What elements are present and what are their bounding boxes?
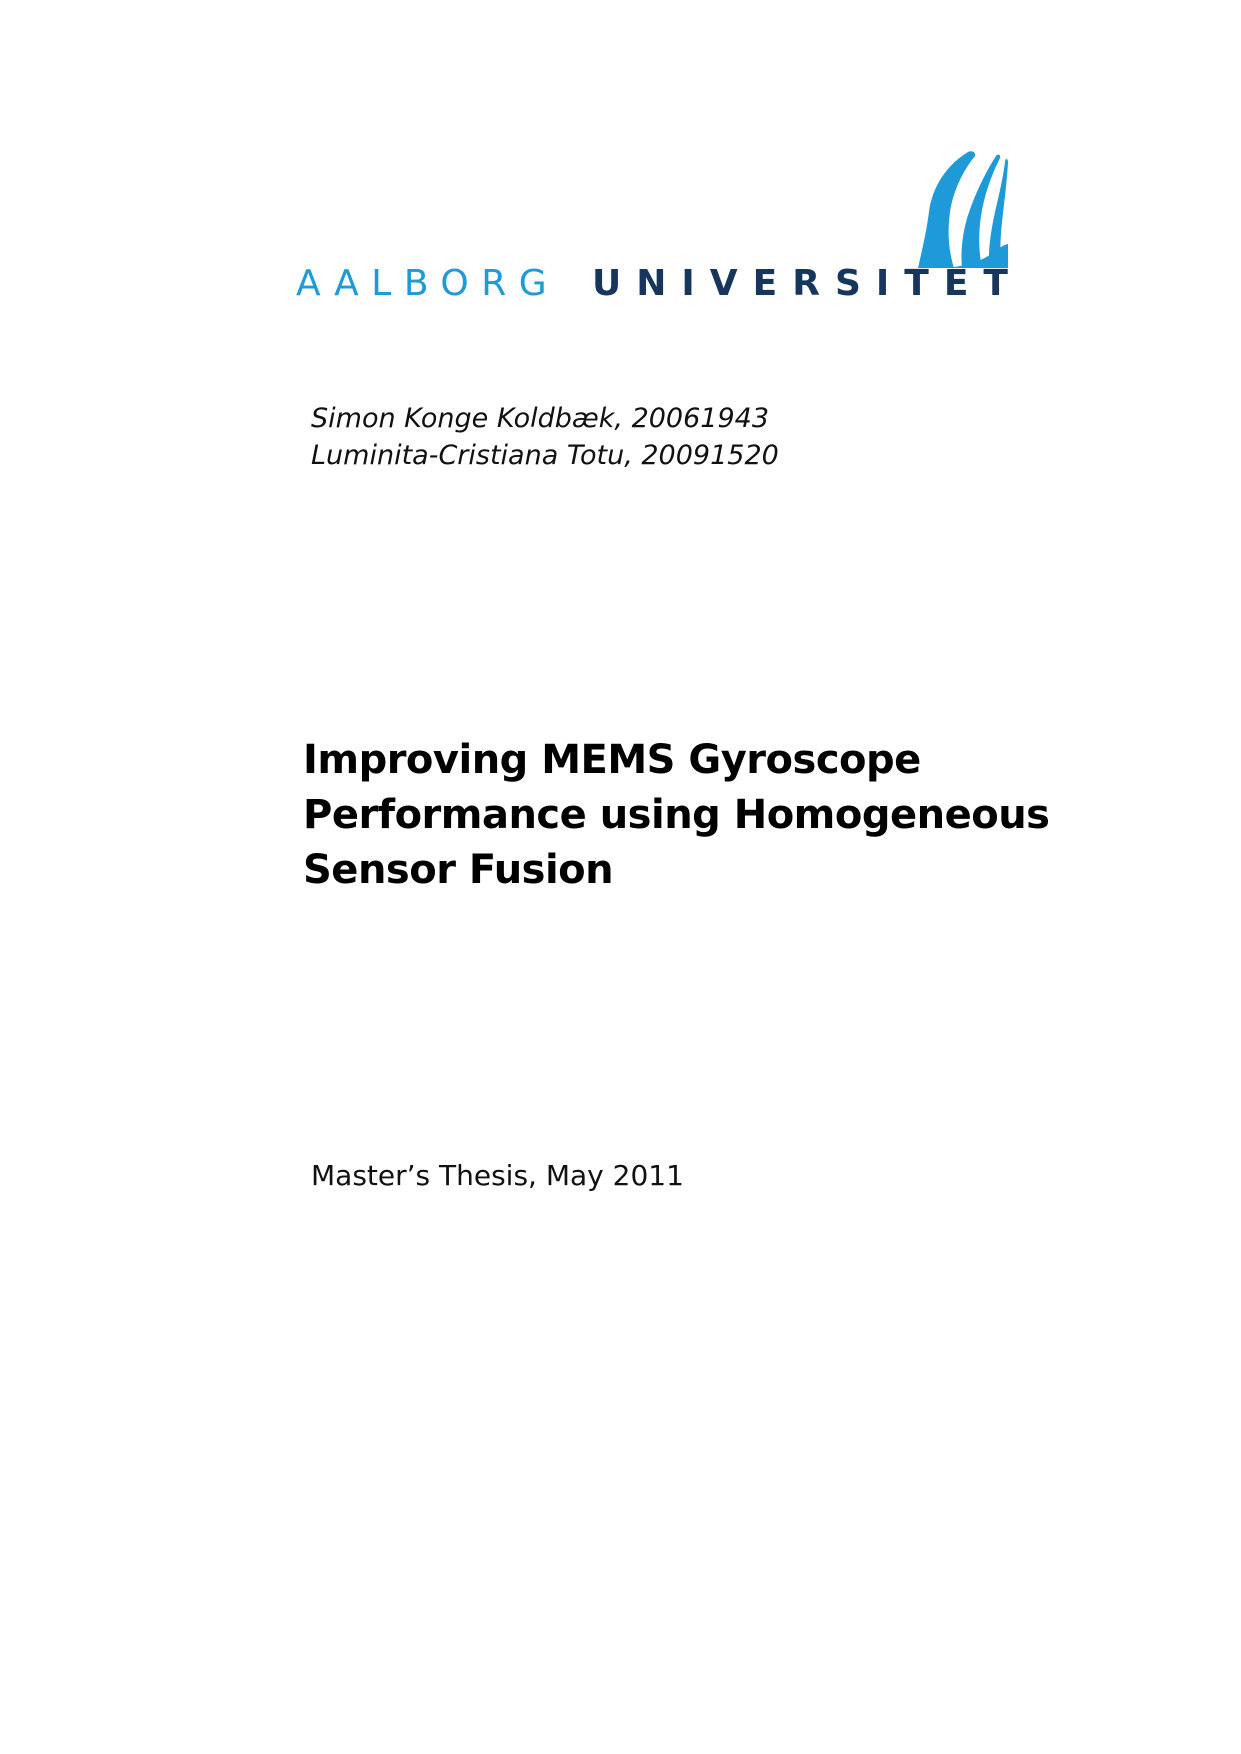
logo-wordmark (296, 263, 1023, 304)
author-line-2: Luminita-Cristiana Totu, 20091520 (311, 440, 779, 471)
author-line-1: Simon Konge Koldbæk, 20061943 (311, 403, 769, 434)
author-block (311, 400, 779, 474)
aau-waves-icon (916, 150, 1008, 268)
thesis-title-line-3: Sensor Fusion (303, 847, 614, 893)
thesis-title-line-2: Performance using Homogeneous (303, 792, 1050, 838)
thesis-subtitle: Master’s Thesis, May 2011 (311, 1159, 684, 1192)
logo-text-universitet: UNIVERSITET (592, 263, 1023, 304)
aalborg-university-logo (296, 150, 1023, 306)
logo-text-aalborg: AALBORG (296, 263, 560, 304)
thesis-title-line-1: Improving MEMS Gyroscope (303, 737, 921, 783)
thesis-title (303, 733, 1049, 898)
